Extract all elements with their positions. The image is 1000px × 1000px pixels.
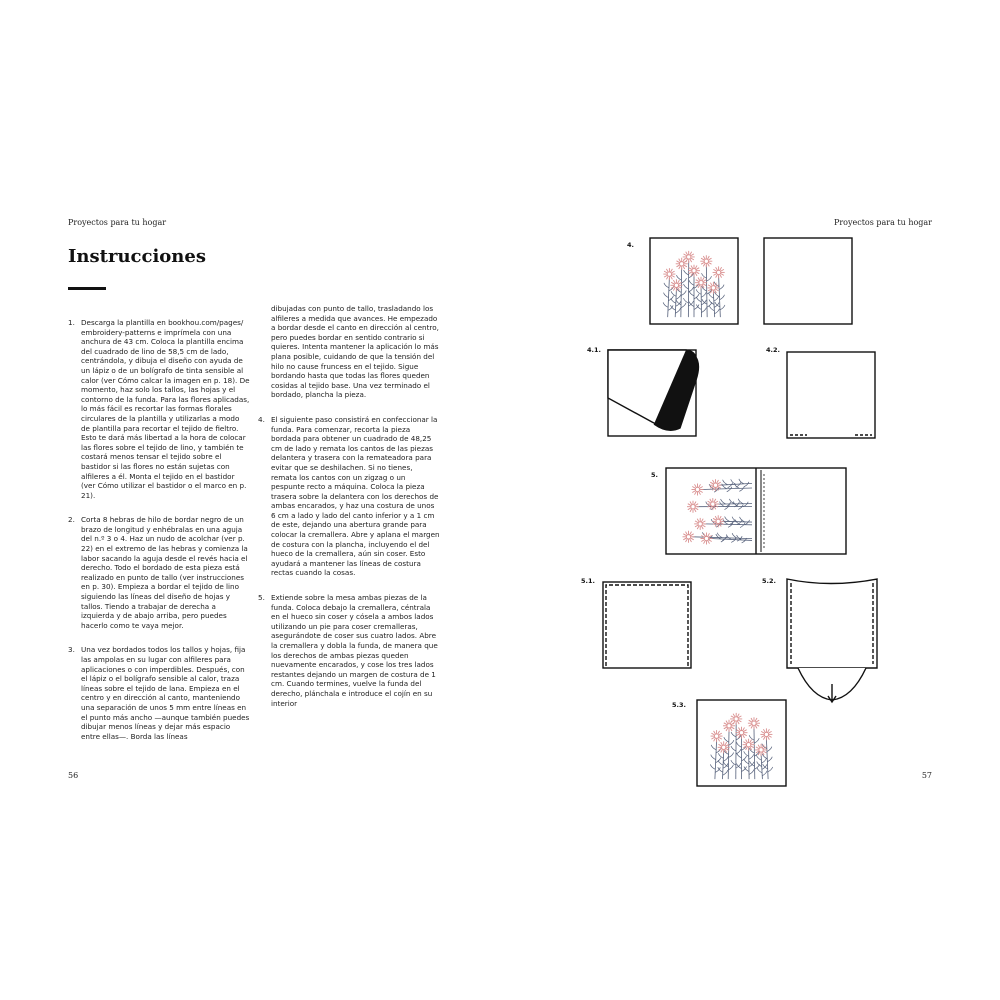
flower-icon <box>713 266 725 278</box>
stem-icon <box>696 287 706 317</box>
embroidery-art-finished <box>710 713 772 779</box>
stem-icon <box>663 278 674 317</box>
figure-label-5-3: 5.3. <box>672 701 686 709</box>
flower-icon <box>712 515 724 527</box>
side-seams <box>791 583 873 664</box>
flower-icon <box>718 741 730 753</box>
step-text: dibujadas con punto de tallo, trasladando los alfileres a medida que avances. He empezado a bordar desde el canto en dirección al centro, pero puedes bordar en sentido contrario si quieres. Intenta mantener la aplicación lo más plana posible, cuidando de que la tensión del hilo no cause fruncess en el tejido. Sigue bordando hasta que todas las flores queden cosidas al tejido base. Una vez terminado el bordado, plancha la pieza. <box>271 304 439 400</box>
figure-label-5-1: 5.1. <box>581 577 595 585</box>
figure-label-4: 4. <box>627 241 634 249</box>
page-number-left: 56 <box>68 771 79 780</box>
flower-icon <box>748 717 760 729</box>
step-text: Una vez bordados todos los tallos y hojas, fija las ampolas en su lugar con alfileres para aplicaciones o con imperdibles. Después, con el lápiz o el bolígrafo sensible al calor, traza líneas sobre el tejido de lana. Empieza en el centro y en dirección al canto, manteniendo una separación de unos 5 mm entre líneas en el punto más ancho —aunque también puedes dibujar menos líneas y dejar más espacio entre ellas—. Borda las líneas <box>81 645 250 741</box>
flower-icon <box>743 739 755 751</box>
flower-icon <box>707 282 719 294</box>
flower-icon <box>707 498 719 510</box>
figure-label-5-2: 5.2. <box>762 577 776 585</box>
stem-icon <box>702 265 712 317</box>
flower-icon <box>683 531 695 543</box>
flower-icon <box>760 728 772 740</box>
stem-icon <box>744 749 754 779</box>
flower-icon <box>730 713 742 725</box>
embroidery-art-rotated <box>683 479 753 545</box>
figure-label-4-1: 4.1. <box>587 346 601 354</box>
figure-label-5: 5. <box>651 471 658 479</box>
embroidery-art <box>663 251 725 317</box>
flower-icon <box>670 279 682 291</box>
seamed-panels <box>787 352 875 438</box>
flower-icon <box>683 251 695 263</box>
back-panel-square <box>764 238 852 324</box>
flower-icon <box>694 518 706 530</box>
page-number-right: 57 <box>921 771 932 780</box>
stem-icon <box>720 479 753 488</box>
figure-label-4-2: 4.2. <box>766 346 780 354</box>
flower-icon <box>711 730 723 742</box>
page-title: Instrucciones <box>68 246 206 267</box>
seam-allowance <box>606 585 688 666</box>
step-number: 1. <box>68 318 75 327</box>
flower-icon <box>701 533 713 545</box>
step-number: 5. <box>258 593 265 603</box>
stem-icon <box>710 740 721 779</box>
step-number: 2. <box>68 515 75 525</box>
flower-icon <box>723 720 735 732</box>
stem-icon <box>717 499 752 507</box>
stem-icon <box>671 289 682 317</box>
flower-icon <box>687 501 699 513</box>
flower-icon <box>676 258 688 270</box>
running-header-left: Proyectos para tu hogar <box>68 218 167 227</box>
sewn-cover <box>603 582 691 668</box>
stem-icon <box>676 268 686 317</box>
flower-icon <box>700 255 712 267</box>
step-text: Corta 8 hebras de hilo de bordar negro de un brazo de longitud y enhébralas en una aguja del n.º 3 o 4. Haz un nudo de acolchar (ver p. 22) en el extremo de las hebras y comienza la labor sacando la aguja desde el revés hacia el derecho. Todo el bordado de esta pieza está realizado en punto de tallo (ver instrucciones en p. 30). Empieza a bordar el tejido de lino siguiendo las líneas del diseño de hojas y tallos. Tiendo a trabajar de derecha a izquierda y de abajo arriba, pero puedes hacerlo como te vaya mejor. <box>81 515 248 630</box>
stem-icon <box>723 730 733 779</box>
flower-icon <box>688 265 700 277</box>
step-number: 4. <box>258 414 265 424</box>
stem-icon <box>718 751 729 779</box>
flower-icon <box>755 744 767 756</box>
step-text: El siguiente paso consistirá en confeccionar la funda. Para comenzar, recorta la pieza bordada para obtener un cuadrado de 48,25 cm de lado y remata los cantos de las piezas delantera y trasera con la remateadora para evitar que se deshilachen. Si no tienes, remata los cantos con un zigzag o un pespunte recto a máquina. Coloca la pieza trasera sobre la delantera con los derechos de ambas encarados, y haz una costura de unos 6 cm a lado y lado del canto inferior y a 1 cm de este, dejando una abertura grande para colocar la cremallera. Abre y aplana el margen de costura con la plancha, incluyendo el del hueco de la cremallera, aún sin coser. Esto ayudará a mantener las líneas de costura rectas cuando la cosas. <box>271 414 440 578</box>
stem-icon <box>749 727 759 779</box>
step-text: Extiende sobre la mesa ambas piezas de la funda. Coloca debajo la cremallera, céntrala en el hueco sin coser y cósela a ambos lados utilizando un pie para coser cremalleras, asegurándote de coser sus cuatro lados. Abre la cremallera y dobla la funda, de manera que los derechos de ambas piezas queden nuevamente encarados, y cose los tres lados restantes dejando un margen de costura de 1 cm. Cuando termines, vuelve la funda del derecho, plánchala e introduce el cojín en su interior <box>271 593 438 708</box>
stem-icon <box>697 501 752 509</box>
running-header-right: Proyectos para tu hogar <box>833 218 932 227</box>
flower-icon <box>692 484 704 496</box>
stem-icon <box>762 738 773 779</box>
flower-icon <box>663 268 675 280</box>
stem-icon <box>714 276 725 317</box>
turned-cover <box>787 579 877 668</box>
step-text: Descarga la plantilla en bookhou.com/pages/ embroidery-patterns e imprímela con una anchura de 43 cm. Coloca la plantilla encima del cuadrado de lino de 58,5 cm de lado, centrándola, y dibuja el diseño con ayuda de un lápiz o de un bolígrafo de tinta sensible al calor (ver Cómo calcar la imagen en p. 18). De momento, haz solo los tallos, las hojas y el contorno de la funda. Para las flores aplicadas, lo más fácil es recortar las formas florales circulares de la plantilla y utilizarlas a modo de plantilla para recortar el tejido de fieltro. Esto te dará más libertad a la hora de colocar las flores sobre el tejido de lino, y también te costará menos tensar el tejido sobre el bastidor si las flores no están sujetas con alfileres a él. Monta el tejido en el bastidor (ver Cómo utilizar el bastidor o el marco en p. 21). <box>81 318 250 500</box>
step-number: 3. <box>68 645 75 655</box>
flower-icon <box>736 727 748 739</box>
